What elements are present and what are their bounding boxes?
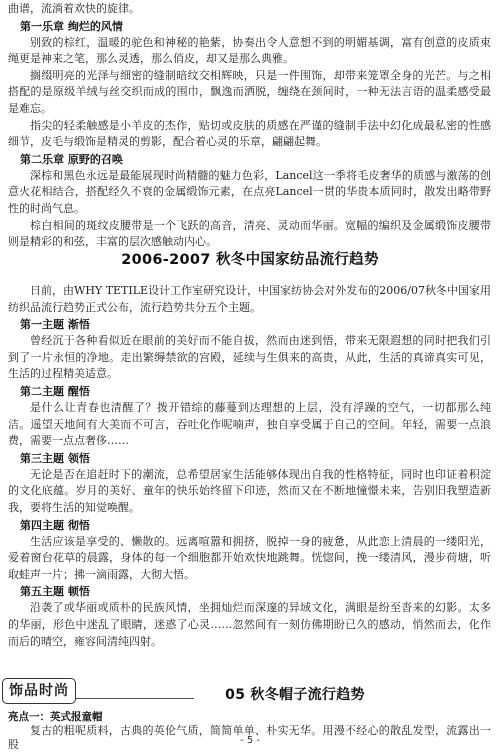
paragraph: 指尖的轻柔触感是小羊皮的杰作，贴切或皮肤的质感在严谨的缝制手法中幻化成最私密的性感细节，皮毛与缎饰是精灵的剪影，配合着心灵的乐章，翩翩起舞。 [8, 118, 491, 149]
page-number: - 5 - [240, 735, 260, 746]
paragraph: 无论是否在追赶时下的潮流，总希望居家生活能够体现出自我的性格特征，同时也印证着积淀的文化底蕴。岁月的美好、童年的快乐始终留下印迹，然而又在不断地憧憬未来，告别旧我塑造新我，要将生活的知觉唤醒。 [8, 467, 491, 514]
theme-heading-2: 第二主题 醒悟 [20, 384, 90, 398]
section-title: 2006-2007 秋冬中国家纺品流行趋势 [121, 252, 379, 268]
theme-heading-3: 第三主题 领悟 [20, 451, 90, 465]
highlight-heading-1: 亮点一：英式报童帽 [8, 711, 103, 723]
paragraph: 是什么让青春也清醒了？拨开错综的藤蔓到达理想的上层，没有浮躁的空气，一切都那么纯洁。遥望天地间有大美而不可言，吞吐化作呢喃声，独自享受属于自己的空间。年轻，需要一点浪费，需要一点点奢侈…… [8, 400, 491, 448]
theme-heading-1: 第一主题 渐悟 [20, 318, 90, 332]
paragraph: 生活应该是享受的、懒散的。远离喧嚣和拥挤，脱掉一身的疲惫，从此恋上清晨的一缕阳光，爱着窗台花草的晨露，身体的每一个细胞都开始欢快地跳舞。恍惚间，挽一缕清风，漫步荷塘，听取蛙声一片；拂一滴雨露，大彻大悟。 [8, 534, 491, 581]
paragraph: 搁缀明亮的光泽与细密的缝制暗纹交相辉映，只是一件围饰，却带来笼罩全身的光芒。与之相搭配的是原级羊绒与丝交织而成的围巾，飘逸而洒脱，缠绕在颈间时，一种无法言语的温柔感受最是难忘。 [8, 68, 491, 115]
paragraph: 曾经沉于各种看似近在眼前的美好而不能自拔，然而由迷到悟，带来无限遐想的同时把我们引到了一片永恒的净地。走出繁缛禁欲的宫殿，延续与生俱来的高贵，从此，生活的真谛真实可见，生活的过程精美适意。 [8, 334, 491, 381]
paragraph: 深棕和黑色永远是最能展现时尚精髓的魅力色彩，Lancel这一季将毛皮奢华的质感与激荡的创意火花相结合，搭配经久不衰的金属缎饰元素，在点亮Lancel一贯的华贵本质同时，散发出略带野性的时尚气息。 [8, 168, 491, 215]
paragraph: 别致的棕红，温暖的驼色和神秘的艳紫，协奏出令人意想不到的明媚基调，富有创意的皮质束绳更是神来之笔，那么灵透，那么俏皮，却又是那么典雅。 [8, 35, 491, 66]
intro-paragraph: 日前，由WHY TETILE设计工作室研究设计，中国家纺协会对外发布的2006/07秋冬中国家用纺织品流行趋势正式公布，流行趋势共分五个主题。 [8, 284, 491, 314]
section-title-hats: 05 秋冬帽子流行趋势 [225, 687, 365, 703]
chapter-heading-2: 第二乐章 原野的召唤 [20, 152, 123, 166]
article-accessories-continued [0, 1, 500, 251]
paragraph: 曲谱，流淌着欢快的旋律。 [8, 2, 140, 15]
paragraph: 沿袭了或华丽或质朴的民族风情，坐拥灿烂而深邃的异域文化，满眼是纷至沓来的幻影。太多的华丽，形色中迷乱了眼睛，迷惑了心灵……忽然间有一刻仿佛期盼已久的感动，悄然而去，化作而后的晴空，雍容间清纯四射。 [8, 601, 491, 648]
chapter-heading-1: 第一乐章 绚烂的风情 [20, 19, 123, 33]
theme-heading-5: 第五主题 顿悟 [20, 585, 90, 599]
theme-heading-4: 第四主题 彻悟 [20, 518, 90, 532]
paragraph: 复古的粗呢质料，古典的英伦气质，简简单单、朴实无华。用漫不经心的散乱发型，流露出一股 [8, 724, 491, 751]
paragraph: 棕白相间的斑纹皮腰带是一个飞跃的高音，清亮、灵动而华丽。宽幅的编织及金属缎饰皮腰带则是精彩的和弦，丰富的层次感触动内心。 [8, 218, 491, 249]
section-home-textile-trends [0, 248, 500, 650]
category-badge: 饰品时尚 [2, 678, 76, 704]
